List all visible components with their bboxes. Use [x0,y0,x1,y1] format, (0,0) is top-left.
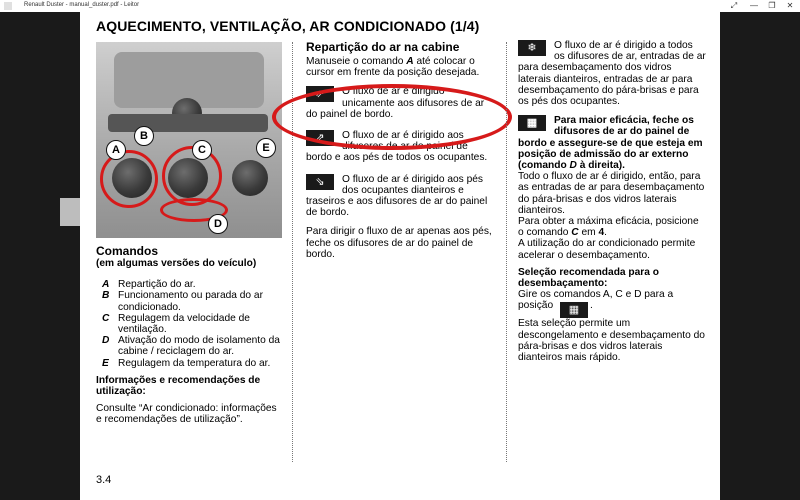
defrost-para-1: Todo o fluxo de ar é dirigido, então, para as entradas de ar para desembaçamento do pára-brisas e dos vidros laterais dianteiros. [518,171,705,216]
window-title: Renault Duster - manual_duster.pdf - Leitor [24,2,140,8]
list-item: E Regulagem da temperatura do ar. [102,357,271,369]
highlight-ellipse [272,84,512,150]
dashboard-vents-icon: ⇗ [306,86,334,102]
air-distribution-intro: Manuseie o comando A até colocar o cursor em frente da posição desejada. [306,56,480,79]
highlight-ring-c [162,146,222,206]
close-button[interactable]: ✕ [786,1,794,10]
button-row [108,114,268,132]
callout-c: C [192,140,212,160]
recommended-heading: Seleção recomendada para o desembaçamento: [518,266,659,290]
app-icon [4,2,12,10]
dashboard-feet-icon: ⇗ [306,130,334,146]
recommended-text: Gire os comandos A, C e D para a posição ▦ . [518,289,674,317]
controls-heading: Comandos [96,244,159,258]
callout-e: E [256,138,276,158]
callout-a: A [106,140,126,160]
list-item: B Funcionamento ou parada do ar condicionado. [102,290,263,313]
highlight-ring-a [100,150,158,208]
page-number: 3.4 [96,474,112,486]
restore-button[interactable]: ❐ [768,1,776,10]
air-entry-dashboard-feet: ⇗ O fluxo de ar é dirigido aos difusores de ar do painel de bordo e aos pés de todos os ocupantes. [306,130,488,164]
minimize-button[interactable]: — [750,1,758,10]
column-2 [306,40,492,260]
fullscreen-button[interactable]: ⤢ [730,1,738,10]
defrost-entry: ❄ O fluxo de ar é dirigido a todos os difusores de ar, entradas de ar para desembaçamento dos vidros laterais dianteiros, entradas de ar para desembaçamento do pára-brisas e para os pés dos ocupantes. [518,40,706,108]
hvac-controls-photo [96,42,282,238]
air-entry-dashboard: ⇗ O fluxo de ar é dirigido unicamente aos difusores de ar do painel de bordo. [306,86,485,120]
recommended-defrost-icon: ▦ [560,302,588,318]
defrost-para-3: A utilização do ar condicionado permite acelerar o desembaçamento. [518,238,696,261]
info-heading: Informações e recomendações de utilização: [96,374,261,398]
efficiency-note: ▦ Para maior eficácia, feche os difusores de ar do painel de bordo e assegure-se de que esteja em posição de admissão do ar externo (comando D à direita). [518,115,703,172]
air-entry-feet: ⇘ O fluxo de ar é dirigido aos pés dos ocupantes dianteiros e traseiros e aos difusores de ar do painel de bordo. [306,173,488,219]
air-distribution-footer: Para dirigir o fluxo de ar apenas aos pés, feche os difusores de ar do painel de bordo. [306,226,492,260]
column-divider-2 [506,42,507,462]
column-3 [518,40,706,363]
defrost-para-2: Para obter a máxima eficácia, posicione o comando C em 4. [518,216,699,239]
list-item: D Ativação do modo de isolamento da cabine / reciclagem do ar. [102,335,280,358]
air-distribution-heading: Repartição do ar na cabine [306,40,460,54]
previous-page-handle[interactable] [60,198,80,226]
knob-e [232,160,268,196]
defrost-all-icon: ❄ [518,40,546,56]
list-item: A Repartição do ar. [102,279,196,291]
windshield-defrost-icon: ▦ [518,115,546,131]
controls-subheading: (em algumas versões do veículo) [96,258,257,269]
info-text: Consulte “Ar condicionado: informações e recomendações de utilização”. [96,403,277,426]
recommended-final: Esta seleção permite um descongelamento e desembaçamento do pára-brisas e dos vidros laterais dianteiros mais rápido. [518,318,705,364]
controls-list [96,279,282,369]
window-titlebar [0,0,800,12]
page-title: AQUECIMENTO, VENTILAÇÃO, AR CONDICIONADO (1/4) [96,18,480,34]
callout-b: B [134,126,154,146]
list-item: C Regulagem da velocidade de ventilação. [102,312,250,336]
column-1 [96,244,282,426]
callout-d: D [208,214,228,234]
feet-vents-icon: ⇘ [306,174,334,190]
document-page[interactable] [80,12,720,500]
